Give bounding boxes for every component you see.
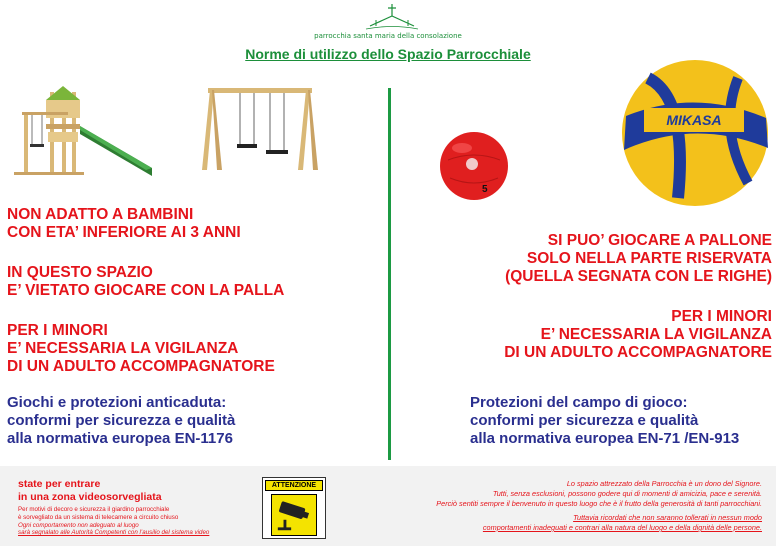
rule-ball-area-line-2: SOLO NELLA PARTE RISERVATA bbox=[526, 250, 772, 267]
rule-no-ball bbox=[7, 264, 284, 300]
rule-supervision-left-line-3: DI UN ADULTO ACCOMPAGNATORE bbox=[7, 358, 275, 375]
rule-no-ball-line-2: E’ VIETATO GIOCARE CON LA PALLA bbox=[7, 282, 285, 299]
video-surveillance-note-line-4: sarà segnalato alle Autorità Competenti con l’ausilio del sistema video bbox=[18, 529, 210, 537]
rule-no-ball-line-1: IN QUESTO SPAZIO bbox=[7, 264, 153, 281]
rule-age-line-1: NON ADATTO A BAMBINI bbox=[7, 206, 194, 223]
rule-supervision-left-line-1: PER I MINORI bbox=[7, 322, 108, 339]
playground-tower-illustration bbox=[2, 82, 162, 182]
warning-line-2: comportamenti inadeguati e contrari alla natura del luogo e della dignità delle persone. bbox=[482, 523, 762, 532]
rule-age bbox=[7, 206, 241, 242]
rule-ball-area-line-3: (QUELLA SEGNATA CON LE RIGHE) bbox=[505, 268, 772, 285]
volleyball-illustration bbox=[618, 58, 772, 208]
compliance-left bbox=[7, 394, 235, 448]
rule-supervision-right-line-2: E’ NECESSARIA LA VIGILANZA bbox=[540, 326, 772, 343]
parish-name: parrocchia santa maria della consolazione bbox=[314, 32, 462, 40]
ball-number: 5 bbox=[482, 184, 488, 195]
video-surveillance-note-line-2: è sorvegliato da un sistema di telecamere a circuito chiuso bbox=[18, 513, 179, 521]
gift-line-3: Perciò sentiti sempre il benvenuto in questo luogo che è il frutto della generosità di tanti parrocchiani. bbox=[436, 499, 762, 508]
compliance-left-line-2: conformi per sicurezza e qualità bbox=[7, 412, 236, 429]
gift-line-1: Lo spazio attrezzato della Parrocchia è un dono del Signore. bbox=[566, 479, 762, 488]
sign-picture bbox=[271, 494, 317, 536]
page-title: Norme di utilizzo dello Spazio Parrocchiale bbox=[245, 46, 531, 62]
rule-supervision-right-line-3: DI UN ADULTO ACCOMPAGNATORE bbox=[504, 344, 772, 361]
video-surveillance-title bbox=[18, 478, 162, 503]
rule-supervision-right-line-1: PER I MINORI bbox=[671, 308, 772, 325]
security-camera-icon bbox=[272, 495, 316, 535]
compliance-right bbox=[470, 394, 739, 448]
rule-supervision-left bbox=[7, 322, 275, 376]
center-divider bbox=[388, 88, 391, 460]
compliance-right-line-3: alla normativa europea EN-71 /EN-913 bbox=[470, 430, 740, 447]
rule-ball-area-line-1: SI PUO’ GIOCARE A PALLONE bbox=[547, 232, 772, 249]
rule-ball-area bbox=[505, 232, 772, 286]
red-ball-illustration bbox=[438, 130, 510, 202]
warning-line-1: Tuttavia ricordati che non saranno tollerati in nessun modo bbox=[573, 513, 762, 522]
church-logo bbox=[362, 2, 422, 32]
video-surveillance-note-line-3: Ogni comportamento non adeguato al luogo bbox=[18, 521, 139, 529]
rule-supervision-right bbox=[504, 308, 772, 362]
sign-label: ATTENZIONE bbox=[265, 480, 323, 491]
video-surveillance-note bbox=[18, 506, 209, 537]
parish-gift-message bbox=[322, 479, 762, 533]
gift-line-2: Tutti, senza esclusioni, possono godere qui di momenti di amicizia, pace e serenità. bbox=[492, 489, 762, 498]
video-surveillance-title-line-2: in una zona videosorvegliata bbox=[18, 490, 162, 503]
compliance-right-line-2: conformi per sicurezza e qualità bbox=[470, 412, 699, 429]
rule-supervision-left-line-2: E’ NECESSARIA LA VIGILANZA bbox=[7, 340, 239, 357]
video-surveillance-note-line-1: Per motivi di decoro e sicurezza il giardino parrocchiale bbox=[18, 506, 170, 513]
cctv-warning-sign bbox=[262, 477, 326, 539]
swing-set-illustration bbox=[200, 80, 320, 172]
rule-age-line-2: CON ETA’ INFERIORE AI 3 ANNI bbox=[7, 224, 241, 241]
compliance-left-line-3: alla normativa europea EN-1176 bbox=[7, 430, 233, 447]
compliance-right-line-1: Protezioni del campo di gioco: bbox=[470, 394, 688, 411]
video-surveillance-title-line-1: state per entrare bbox=[18, 478, 101, 490]
compliance-left-line-1: Giochi e protezioni anticaduta: bbox=[7, 394, 227, 411]
ball-brand: MIKASA bbox=[666, 112, 722, 128]
